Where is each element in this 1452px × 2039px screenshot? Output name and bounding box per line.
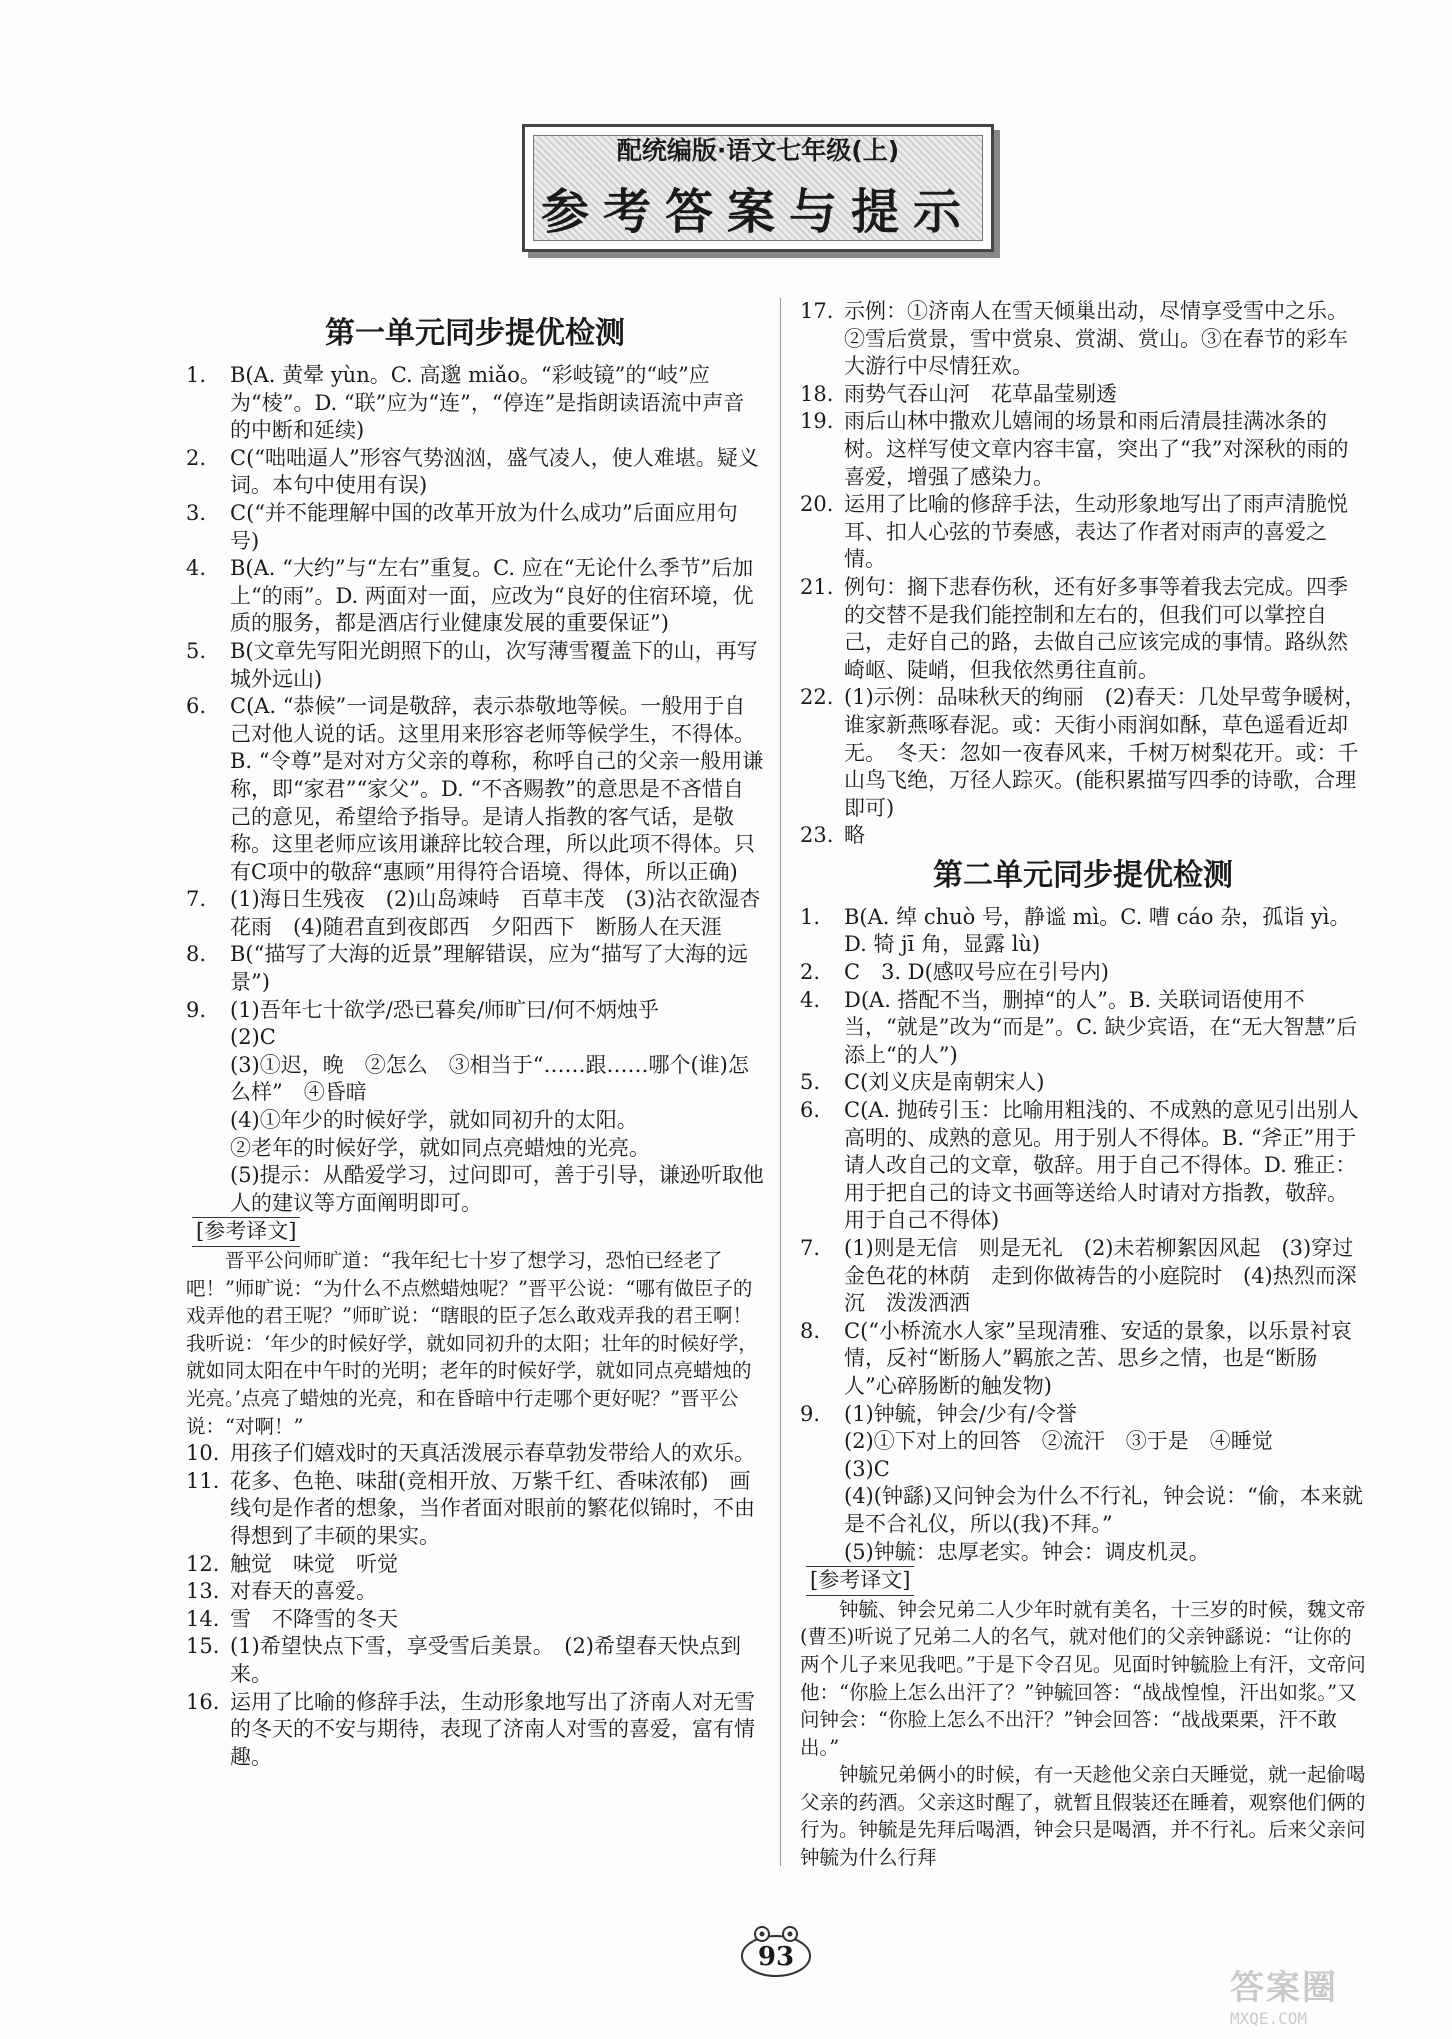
answer-text: (1)希望快点下雪，享受雪后美景。 (2)希望春天快点到来。	[230, 1634, 741, 1686]
answer-text: (1)海日生残夜 (2)山岛竦峙 百草丰茂 (3)沾衣欲湿杏花雨 (4)随君直到夜郎西 夕阳西下 断肠人在天涯	[230, 887, 761, 939]
left-column	[186, 308, 764, 1771]
answer-item	[800, 822, 1366, 850]
unit1-answers	[186, 362, 764, 1024]
answer-item	[186, 1440, 764, 1468]
sub-answer: (2)C	[230, 1025, 276, 1050]
unit1-answers-cont	[800, 298, 1366, 850]
answer-item	[800, 1069, 1366, 1097]
answer-number: 2.	[186, 445, 207, 470]
answer-text: 雨势气吞山河 花草晶莹剔透	[844, 381, 1117, 406]
answer-number: 11.	[186, 1468, 220, 1493]
answer-text: 例句：搁下悲春伤秋，还有好多事等着我去完成。四季的交替不是我们能控制和左右的，但我们可以掌控自己，走好自己的路，去做自己应该完成的事情。路纵然崎岖、陡峭，但我依然勇往直前。	[844, 574, 1348, 682]
answer-text: 触觉 味觉 听觉	[230, 1551, 398, 1576]
answer-number: 23.	[800, 823, 834, 848]
answer-text: C(“咄咄逼人”形容气势汹汹，盛气凌人，使人难堪。疑义词。本句中使用有误)	[230, 445, 759, 498]
answer-text: D(A. 搭配不当，删掉“的人”。B. 关联词语使用不当，“就是”改为“而是”。C. 缺少宾语，在“无大智慧”后添上“的人”)	[844, 987, 1358, 1067]
sub-answer: (4)(钟繇)又问钟会为什么不行礼，钟会说：“偷，本来就是不合礼仪，所以(我)不拜。”	[844, 1484, 1363, 1536]
answer-number: 4.	[186, 556, 207, 581]
answer-item	[800, 1318, 1366, 1401]
title-box	[522, 124, 994, 252]
unit2-translation-p1: 钟毓、钟会兄弟二人少年时就有美名，十三岁的时候，魏文帝(曹丕)听说了兄弟二人的名气，就对他们的父亲钟繇说：“让你的两个儿子来见我吧。”于是下令召见。见面时钟毓脸上有汗，文帝问他：“你脸上怎么出汗了？”钟毓回答：“战战惶惶，汗出如浆。”又问钟会：“你脸上怎么不出汗？”钟会回答：“战战栗栗，汗不敢出。”	[800, 1597, 1366, 1759]
answer-item	[186, 886, 764, 941]
answer-item	[186, 941, 764, 996]
answer-item	[800, 959, 1366, 987]
answer-text: 运用了比喻的修辞手法，生动形象地写出了雨声清脆悦耳、扣人心弦的节奏感，表达了作者对雨声的喜爱之情。	[844, 492, 1348, 572]
answer-text: 用孩子们嬉戏时的天真活泼展示春草勃发带给人的欢乐。	[230, 1441, 755, 1466]
answer-item	[800, 298, 1366, 381]
answer-number: 19.	[800, 409, 834, 434]
answer-number: 9.	[186, 997, 207, 1022]
answer-text: 示例：①济南人在雪天倾巢出动，尽情享受雪中之乐。②雪后赏景，雪中赏泉、赏湖、赏山。③在春节的彩车大游行中尽情狂欢。	[844, 299, 1348, 379]
answer-text: B(A. “大约”与“左右”重复。C. 应在“无论什么季节”后加上“的雨”。D. 两面对一面，应改为“良好的住宿环境，优质的服务，都是酒店行业健康发展的重要保证”)	[230, 556, 754, 636]
answer-text: 略	[844, 823, 865, 848]
watermark-logo: 答案圈 MXQE.COM	[1230, 1968, 1338, 2028]
answer-number: 4.	[800, 987, 821, 1012]
page-number-badge	[736, 1922, 816, 1978]
answer-text: 对春天的喜爱。	[230, 1579, 377, 1604]
answer-number: 15.	[186, 1634, 220, 1659]
unit1-title: 第一单元同步提优检测	[325, 316, 625, 351]
answer-item	[800, 381, 1366, 409]
unit1-translation: 晋平公问师旷道：“我年纪七十岁了想学习，恐怕已经老了吧！”师旷说：“为什么不点燃蜡烛呢？”晋平公说：“哪有做臣子的戏弄他的君王呢？”师旷说：“瞎眼的臣子怎么敢戏弄我的君王啊！我听说：‘年少的时候好学，就如同初升的太阳；壮年的时候好学，就如同太阳在中午时的光明；老年的时候好学，就如同点亮蜡烛的光亮。’点亮了蜡烛的光亮，和在昏暗中行走哪个更好呢？”晋平公说：“对啊！”	[186, 1249, 758, 1438]
answer-number: 21.	[800, 574, 834, 599]
unit2-item9-sub	[800, 1428, 1366, 1566]
answer-item	[186, 1633, 764, 1688]
answer-number: 7.	[186, 887, 207, 912]
answer-text: (1)则是无信 则是无礼 (2)未若柳絮因风起 (3)穿过金色花的林荫 走到你做祷告的小庭院时 (4)热烈而深沉 泼泼洒洒	[844, 1236, 1357, 1316]
answer-number: 18.	[800, 381, 834, 406]
answer-text: 雨后山林中撒欢儿嬉闹的场景和雨后清晨挂满冰条的树。这样写使文章内容丰富，突出了“我”对深秋的雨的喜爱，增强了感染力。	[844, 409, 1349, 489]
unit1-translation-head: [参考译文]	[186, 1217, 764, 1247]
answer-number: 13.	[186, 1579, 220, 1604]
answer-item	[800, 904, 1366, 959]
book-subtitle: 配统编版·语文七年级(上)	[616, 136, 900, 165]
answer-number: 1.	[800, 904, 821, 929]
unit2-translation-p2: 钟毓兄弟俩小的时候，有一天趁他父亲白天睡觉，就一起偷喝父亲的药酒。父亲这时醒了，就暂且假装还在睡着，观察他们俩的行为。钟毓是先拜后喝酒，钟会只是喝酒，并不行礼。后来父亲问钟毓为什么行拜	[800, 1763, 1366, 1870]
answer-text: (1)吾年七十欲学/恐已暮矣/师旷曰/何不炳烛乎	[230, 997, 659, 1022]
answer-item	[186, 1578, 764, 1606]
answer-number: 7.	[800, 1236, 821, 1260]
answer-item	[186, 1468, 764, 1551]
answer-text: C 3. D(感叹号应在引号内)	[844, 960, 1110, 985]
answer-number: 5.	[186, 638, 207, 663]
answer-item	[186, 445, 764, 500]
answer-item	[186, 362, 764, 445]
answer-number: 17.	[800, 299, 834, 323]
answer-text: 运用了比喻的修辞手法，生动形象地写出了济南人对无雪的冬天的不安与期待，表现了济南人对雪的喜爱，富有情趣。	[230, 1689, 755, 1769]
answer-item	[800, 491, 1366, 574]
sub-answer: (4)①年少的时候好学，就如同初升的太阳。	[230, 1108, 638, 1133]
answer-text: C(A. 抛砖引玉：比喻用粗浅的、不成熟的意见引出别人高明的、成熟的意见。用于别人不得体。B. “斧正”用于请人改自己的文章，敬辞。用于自己不得体。D. 雅正：用于把自己的诗文书画等送给人时请对方指教，敬辞。用于自己不得体)	[844, 1098, 1359, 1233]
answer-text: B(“描写了大海的近景”理解错误，应为“描写了大海的远景”)	[230, 942, 748, 995]
answer-text: B(A. 黄晕 yùn。C. 高邈 miǎo。“彩岐镜”的“岐”应为“棱”。D. “联”应为“连”，“停连”是指朗读语流中声音的中断和延续)	[230, 363, 745, 443]
sub-answer: (2)①下对上的回答 ②流汗 ③于是 ④睡觉	[844, 1429, 1273, 1454]
answer-number: 22.	[800, 685, 834, 710]
answer-text: B(文章先写阳光朗照下的山，次写薄雪覆盖下的山，再写城外远山)	[230, 638, 758, 691]
answer-number: 8.	[186, 942, 207, 967]
answer-text: C(“并不能理解中国的改革开放为什么成功”后面应用句号)	[230, 500, 738, 553]
answer-number: 1.	[186, 363, 207, 387]
sub-answer: (5)钟毓：忠厚老实。钟会：调皮机灵。	[844, 1539, 1210, 1564]
sub-answer: (3)C	[844, 1456, 890, 1481]
answer-number: 8.	[800, 1318, 821, 1343]
answer-item	[186, 638, 764, 693]
answer-item	[800, 1097, 1366, 1235]
answer-text: (1)钟毓，钟会/少有/令誉	[844, 1401, 1077, 1426]
answer-number: 20.	[800, 492, 834, 517]
unit1-answers-2	[186, 1440, 764, 1771]
answer-number: 6.	[186, 694, 207, 719]
answer-number: 5.	[800, 1070, 821, 1095]
answer-number: 9.	[800, 1401, 821, 1426]
answer-number: 12.	[186, 1551, 220, 1576]
answer-text: (1)示例：品味秋天的绚丽 (2)春天：几处早莺争暖树，谁家新燕啄春泥。或：天街小雨润如酥，草色遥看近却无。 冬天：忽如一夜春风来，千树万树梨花开。或：千山鸟飞绝，万径人踪灭。(能积累描写四季的诗歌，合理即可)	[844, 685, 1366, 820]
answer-number: 2.	[800, 960, 821, 985]
page-number: 93	[757, 1942, 795, 1972]
answer-number: 6.	[800, 1098, 821, 1123]
answer-number: 10.	[186, 1441, 220, 1466]
answer-item	[186, 500, 764, 555]
answer-item	[186, 1551, 764, 1579]
answer-text: C(A. “恭候”一词是敬辞，表示恭敬地等候。一般用于自己对他人说的话。这里用来形容老师等候学生，不得体。B. “令尊”是对对方父亲的尊称，称呼自己的父亲一般用谦称，即“家君”“家父”。D. “不吝赐教”的意思是不吝惜自己的意见，希望给予指导。是请人指教的客气话，是敬称。这里老师应该用谦辞比较合理，所以此项不得体。只有C项中的敬辞“惠顾”用得符合语境、得体，所以正确)	[230, 694, 764, 884]
unit2-answers	[800, 904, 1366, 1428]
unit1-item9-sub	[186, 1024, 764, 1217]
page-title: 参考答案与提示	[540, 184, 975, 240]
sub-answer: (3)①迟，晚 ②怎么 ③相当于“……跟……哪个(谁)怎么样” ④昏暗	[230, 1052, 749, 1105]
answer-text: 雪 不降雪的冬天	[230, 1606, 398, 1631]
answer-item	[800, 408, 1366, 491]
answer-text: C(刘义庆是南朝宋人)	[844, 1070, 1045, 1095]
answer-item	[186, 555, 764, 638]
answer-item	[800, 1235, 1366, 1318]
answer-item	[800, 574, 1366, 684]
answer-number: 16.	[186, 1689, 220, 1714]
answer-item	[186, 693, 764, 886]
sub-answer: ②老年的时候好学，就如同点亮蜡烛的光亮。	[230, 1135, 650, 1160]
answer-text: B(A. 绰 chuò 号，静谧 mì。C. 嘈 cáo 杂，孤诣 yì。D. 犄 jī 角，显露 lù)	[844, 904, 1351, 957]
sub-answer: (5)提示：从酷爱学习，过问即可，善于引导，谦逊听取他人的建议等方面阐明即可。	[230, 1163, 764, 1215]
answer-number: 3.	[186, 500, 207, 525]
answer-item	[186, 1606, 764, 1634]
unit2-translation-head: [参考译文]	[800, 1566, 1366, 1596]
answer-item	[800, 1401, 1366, 1429]
answer-text: C(“小桥流水人家”呈现清雅、安适的景象，以乐景衬哀情，反衬“断肠人”羁旅之苦、思乡之情，也是“断肠人”心碎肠断的触发物)	[844, 1318, 1352, 1398]
answer-item	[800, 987, 1366, 1070]
unit2-title: 第二单元同步提优检测	[933, 857, 1233, 893]
answer-number: 14.	[186, 1606, 220, 1631]
answer-item	[186, 1689, 764, 1772]
answer-item	[186, 997, 764, 1025]
column-divider	[780, 298, 781, 1866]
right-column	[800, 298, 1366, 1872]
answer-text: 花多、色艳、味甜(竞相开放、万紫千红、香味浓郁) 画线句是作者的想象，当作者面对眼前的繁花似锦时，不由得想到了丰硕的果实。	[230, 1468, 755, 1548]
answer-item	[800, 684, 1366, 822]
